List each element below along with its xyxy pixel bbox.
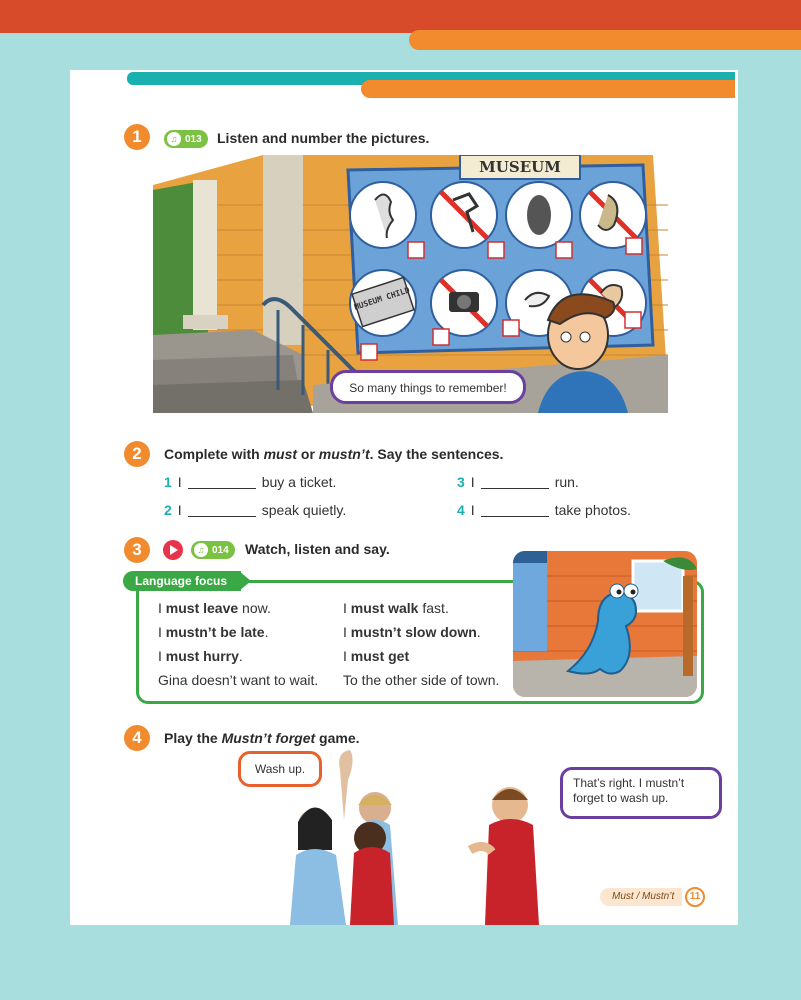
exercise-3-instruction: Watch, listen and say.: [245, 541, 390, 557]
page-number: 11: [685, 887, 705, 907]
focus-line: To the other side of town.: [343, 672, 500, 688]
audio-track-number: 014: [212, 544, 229, 556]
headphones-icon: ♫: [194, 543, 208, 557]
answer-blank[interactable]: [481, 488, 549, 489]
focus-line: I must get: [343, 648, 410, 664]
ticket-label: MUSEUM CHILD: [353, 285, 411, 312]
exercise-1-number: 1: [124, 124, 150, 150]
answer-blank[interactable]: [188, 516, 256, 517]
exercise-2-item: 3 I run.: [457, 474, 579, 490]
exercise-1-instruction: Listen and number the pictures.: [217, 130, 430, 146]
header-band-red: [0, 0, 801, 33]
boy-speech-bubble: That’s right. I mustn’t forget to wash up.: [560, 767, 722, 819]
play-video-button[interactable]: [163, 540, 183, 560]
language-focus-tab-arrow: [239, 571, 251, 591]
answer-blank[interactable]: [188, 488, 256, 489]
audio-track-number: 013: [185, 133, 202, 145]
children-photo: [280, 750, 570, 925]
focus-line: I mustn’t slow down.: [343, 624, 481, 640]
lizard-video-thumbnail[interactable]: [513, 551, 697, 697]
museum-sign: MUSEUM: [479, 158, 561, 176]
audio-track-013-button[interactable]: [164, 130, 208, 148]
header-band-orange: [409, 30, 801, 50]
focus-line: Gina doesn’t want to wait.: [158, 672, 319, 688]
focus-line: I must walk fast.: [343, 600, 449, 616]
headphones-icon: ♫: [167, 132, 181, 146]
language-focus-title: Language focus: [123, 571, 241, 591]
answer-blank[interactable]: [481, 516, 549, 517]
exercise-3-number: 3: [124, 537, 150, 563]
focus-line: I mustn’t be late.: [158, 624, 269, 640]
boy-speech-bubble: So many things to remember!: [330, 370, 526, 404]
exercise-2-number: 2: [124, 441, 150, 467]
exercise-4-number: 4: [124, 725, 150, 751]
exercise-2-item: 1 I buy a ticket.: [164, 474, 337, 490]
page-stripe-orange: [361, 80, 735, 98]
exercise-2-item: 4 I take photos.: [457, 502, 631, 518]
exercise-4-instruction: Play the Mustn’t forget game.: [164, 730, 360, 746]
focus-line: I must hurry.: [158, 648, 243, 664]
footer-topic: Must / Mustn’t: [600, 888, 682, 906]
audio-track-014-button[interactable]: [191, 541, 235, 559]
girl-speech-bubble: Wash up.: [238, 751, 322, 787]
exercise-2-item: 2 I speak quietly.: [164, 502, 347, 518]
exercise-2-instruction: Complete with must or mustn’t. Say the sentences.: [164, 446, 504, 462]
focus-line: I must leave now.: [158, 600, 271, 616]
